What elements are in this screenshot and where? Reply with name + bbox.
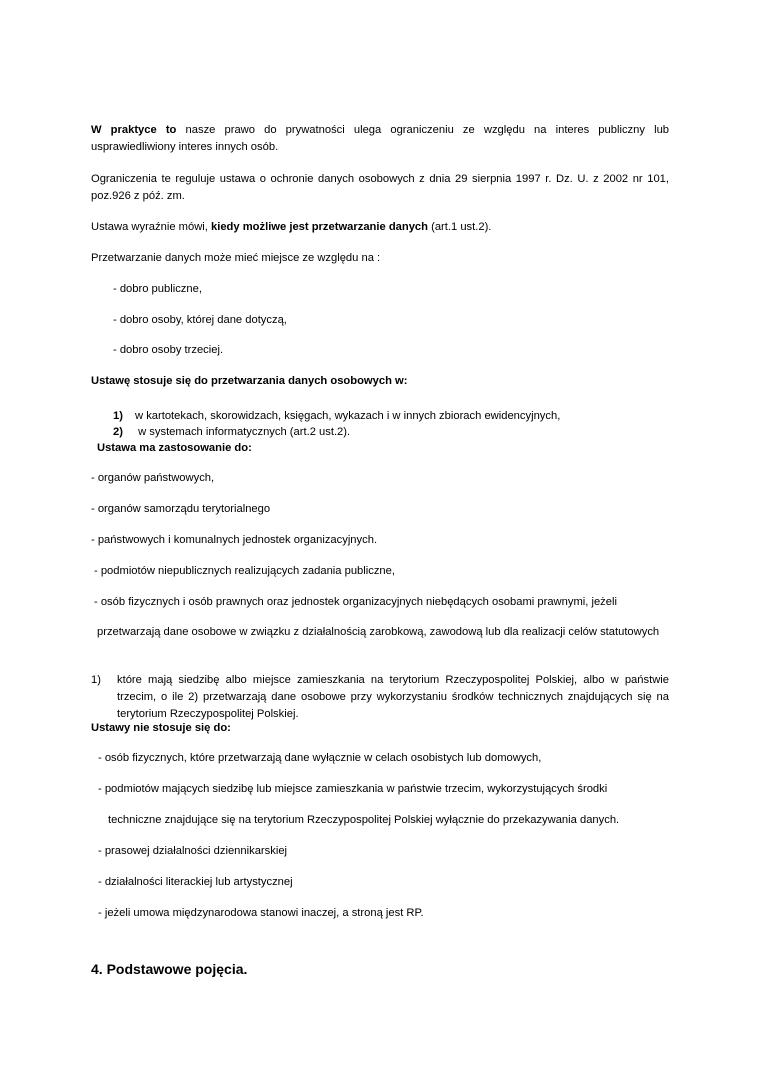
numbered-item: [113, 408, 560, 425]
exclusion-item: - osób fizycznych, które przetwarzają dane wyłącznie w celach osobistych lub domowych,: [98, 752, 542, 764]
list-item-ground: - dobro osoby trzeciej.: [113, 344, 224, 356]
heading-scope: Ustawa ma zastosowanie do:: [97, 442, 252, 454]
list-item-ground: - dobro publiczne,: [113, 283, 202, 295]
paragraph-text: (art.1 ust.2).: [428, 221, 492, 233]
scope-continuation: przetwarzają dane osobowe w związku z działalnością zarobkową, zawodową lub dla realizacji celów statutowych: [97, 626, 660, 638]
heading-not-applies: Ustawy nie stosuje się do:: [91, 722, 231, 734]
paragraph-processing-grounds: Przetwarzanie danych może mieć miejsce ze względu na :: [91, 252, 381, 264]
paragraph-privacy-limits: [91, 122, 669, 156]
heading-applies-to: Ustawę stosuje się do przetwarzania danych osobowych w:: [91, 375, 408, 387]
clause-text: które mają siedzibę albo miejsce zamieszkania na terytorium Rzeczypospolitej Polskiej, albo w państwie trzecim, o ile 2) przetwarzają dane osobowe przy wykorzystaniu środków technicznych znajdujących się na terytorium Rzeczypospolitej Polskiej.: [117, 674, 669, 720]
list-item-ground: - dobro osoby, której dane dotyczą,: [113, 314, 287, 326]
scope-item: - organów państwowych,: [91, 472, 215, 484]
exclusion-item: - podmiotów mających siedzibę lub miejsce zamieszkania w państwie trzecim, wykorzystujących środki: [98, 783, 608, 795]
paragraph-bold-phrase: kiedy możliwe jest przetwarzanie danych: [211, 221, 428, 233]
paragraph-statute-reference: Ograniczenia te reguluje ustawa o ochronie danych osobowych z dnia 29 sierpnia 1997 r. Dz. U. z 2002 nr 101, poz.926 z póź. zm.: [91, 173, 669, 202]
item-number: 2): [113, 426, 123, 438]
exclusion-item: - prasowej działalności dziennikarskiej: [98, 845, 288, 857]
item-number: 1): [113, 410, 123, 422]
scope-item: - podmiotów niepublicznych realizujących zadania publiczne,: [94, 565, 395, 577]
clause-number: 1): [91, 674, 101, 686]
paragraph-processing-when: [91, 219, 491, 236]
paragraph-lead-bold: W praktyce to: [91, 124, 177, 136]
exclusion-item: - działalności literackiej lub artystycznej: [98, 876, 293, 888]
paragraph-text: nasze prawo do prywatności ulega ograniczeniu ze względu na interes publiczny lub usprawiedliwiony interes innych osób.: [91, 124, 670, 153]
exclusion-item: techniczne znajdujące się na terytorium Rzeczypospolitej Polskiej wyłącznie do przekazywania danych.: [108, 814, 620, 826]
item-text: w kartotekach, skorowidzach, księgach, wykazach i w innych zbiorach ewidencyjnych,: [135, 410, 561, 422]
scope-item: - osób fizycznych i osób prawnych oraz jednostek organizacyjnych niebędących osobami prawnymi, jeżeli: [94, 596, 617, 608]
exclusion-item: - jeżeli umowa międzynarodowa stanowi inaczej, a stroną jest RP.: [98, 907, 424, 919]
item-text: w systemach informatycznych (art.2 ust.2).: [135, 426, 351, 438]
scope-item: - państwowych i komunalnych jednostek organizacyjnych.: [91, 534, 378, 546]
scope-item: - organów samorządu terytorialnego: [91, 503, 271, 515]
clause-one: [91, 672, 669, 723]
paragraph-text: Ustawa wyraźnie mówi,: [91, 221, 211, 233]
numbered-item: [113, 424, 350, 441]
section-heading: 4. Podstawowe pojęcia.: [91, 961, 248, 977]
